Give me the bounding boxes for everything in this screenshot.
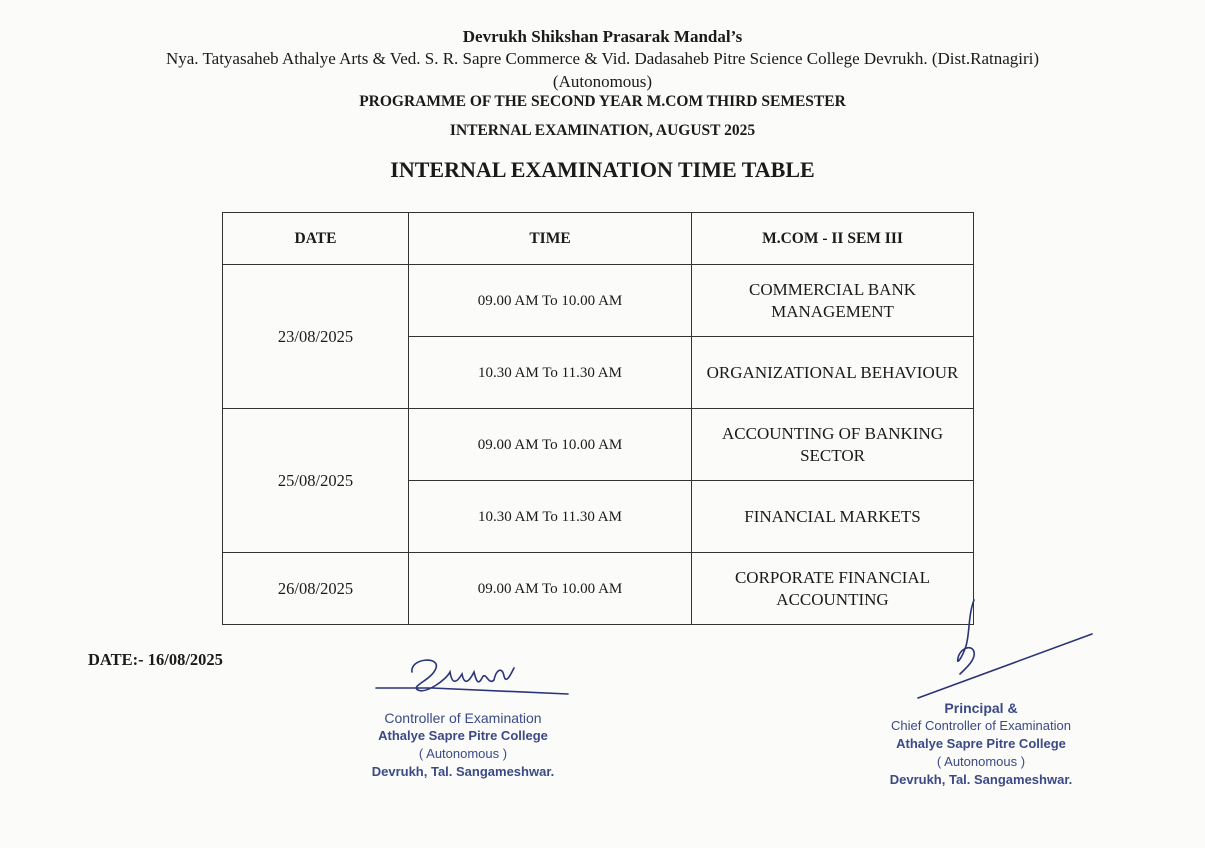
time-cell: 09.00 AM To 10.00 AM bbox=[409, 265, 692, 337]
issue-date: DATE:- 16/08/2025 bbox=[88, 650, 223, 669]
principal-college: Athalye Sapre Pitre College bbox=[896, 736, 1066, 751]
table-row bbox=[223, 553, 974, 625]
controller-stamp bbox=[363, 709, 563, 781]
subject-cell: ORGANIZATIONAL BEHAVIOUR bbox=[692, 337, 974, 409]
exam-heading: INTERNAL EXAMINATION, AUGUST 2025 bbox=[449, 122, 756, 139]
controller-place: Devrukh, Tal. Sangameshwar. bbox=[371, 764, 555, 779]
date-cell: 25/08/2025 bbox=[223, 409, 409, 553]
timetable-header-row bbox=[223, 213, 974, 265]
controller-college: Athalye Sapre Pitre College bbox=[378, 728, 548, 743]
programme-heading: PROGRAMME OF THE SECOND YEAR M.COM THIRD SEMESTER bbox=[359, 93, 846, 110]
controller-title: Controller of Examination bbox=[384, 710, 542, 726]
organization-name: Devrukh Shikshan Prasarak Mandal’s bbox=[462, 27, 743, 46]
principal-status: ( Autonomous ) bbox=[936, 754, 1026, 769]
time-cell: 10.30 AM To 11.30 AM bbox=[409, 337, 692, 409]
principal-signature bbox=[912, 596, 1097, 702]
column-header-time: TIME bbox=[409, 213, 692, 265]
principal-subtitle: Chief Controller of Examination bbox=[891, 718, 1071, 733]
autonomous-label: (Autonomous) bbox=[552, 72, 653, 91]
column-header-subject: M.COM - II SEM III bbox=[692, 213, 974, 265]
time-cell: 09.00 AM To 10.00 AM bbox=[409, 553, 692, 625]
time-cell: 10.30 AM To 11.30 AM bbox=[409, 481, 692, 553]
column-header-date: DATE bbox=[223, 213, 409, 265]
subject-cell: CORPORATE FINANCIAL ACCOUNTING bbox=[692, 553, 974, 625]
date-cell: 23/08/2025 bbox=[223, 265, 409, 409]
timetable bbox=[222, 212, 974, 625]
principal-stamp bbox=[870, 699, 1092, 789]
principal-place: Devrukh, Tal. Sangameshwar. bbox=[889, 772, 1073, 787]
college-name: Nya. Tatyasaheb Athalye Arts & Ved. S. R. Sapre Commerce & Vid. Dadasaheb Pitre Science College Devrukh. (Dist.Ratnagiri) bbox=[165, 49, 1040, 68]
subject-cell: COMMERCIAL BANK MANAGEMENT bbox=[692, 265, 974, 337]
table-row bbox=[223, 409, 974, 481]
subject-cell: ACCOUNTING OF BANKING SECTOR bbox=[692, 409, 974, 481]
time-cell: 09.00 AM To 10.00 AM bbox=[409, 409, 692, 481]
subject-cell: FINANCIAL MARKETS bbox=[692, 481, 974, 553]
controller-signature bbox=[370, 650, 575, 702]
date-cell: 26/08/2025 bbox=[223, 553, 409, 625]
principal-title: Principal & bbox=[944, 700, 1018, 716]
page-title: INTERNAL EXAMINATION TIME TABLE bbox=[390, 157, 815, 182]
controller-status: ( Autonomous ) bbox=[418, 746, 508, 761]
table-row bbox=[223, 265, 974, 337]
